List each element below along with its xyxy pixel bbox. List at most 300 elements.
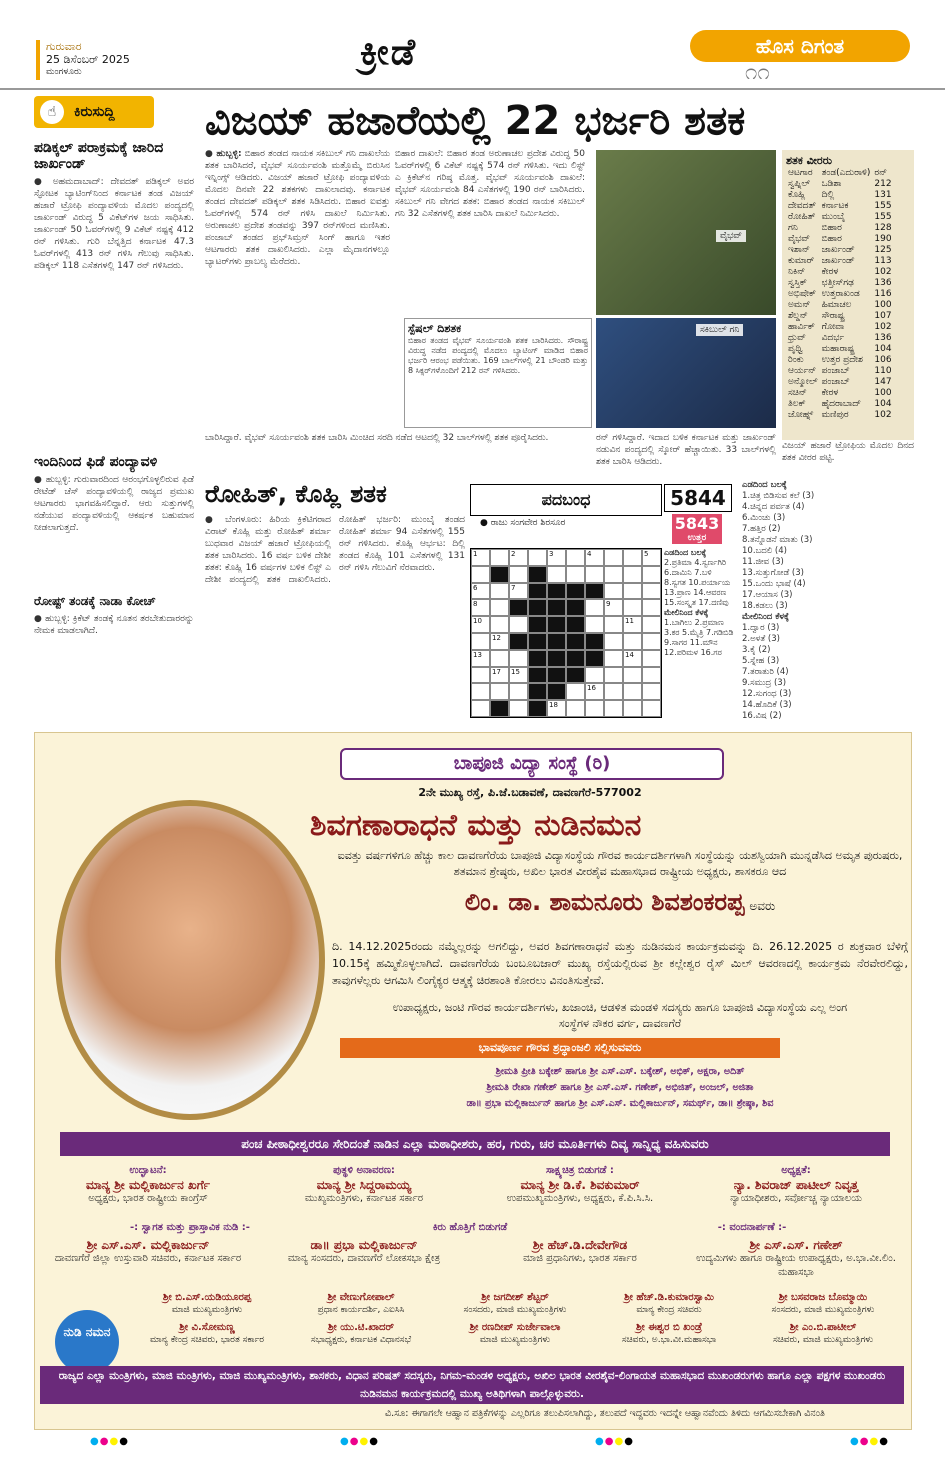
runs-cell: 104 [874,399,892,409]
team-cell: ವಿದರ್ಭ [821,333,845,343]
role-desc: ಉಪಮುಖ್ಯಮಂತ್ರಿಗಳು, ಅಧ್ಯಕ್ಷರು, ಕೆ.ಪಿ.ಸಿ.ಸಿ. [506,1193,654,1204]
team-cell: ಉತ್ತರಾಖಂಡ [821,289,860,299]
grid-cell [585,566,604,583]
crossword-grid [470,548,662,718]
answer-down-item: 9.ಸಾಗರ 11.ಮೌನ [664,638,718,647]
weekday: ಗುರುವಾರ [46,40,82,53]
speaker-desc: ಮಾಜಿ ಪ್ರಧಾನಿಗಳು, ಭಾರತ ಸರ್ಕಾರ [523,1253,637,1264]
portrait-photo [55,800,325,1120]
ad-note: ವಿ.ಸೂ: ಈಗಾಗಲೇ ಆಹ್ವಾನ ಪತ್ರಿಕೆಗಳನ್ನು ಎಲ್ಲರಿಗೂ ತಲುಪಿಸಲಾಗಿದ್ದು, ತಲುಪದೆ ಇದ್ದವರು ಇದನ್ನೇ ಆಹ್ವಾನವೆಂದು ತಿಳಿದು ಆಗಮಿಸಬೇಕಾಗಿ ವಿನಂತಿ [385,1408,825,1419]
team-cell: ಬಿಹಾರ [821,234,842,244]
grid-cell [604,616,623,633]
clue-across-item: 7.ಹತ್ತಿರ (2) [742,524,781,534]
ad-name-line [332,888,908,916]
family-line-1: ಶ್ರೀಮತಿ ಪ್ರೀತಿ ಬಕ್ಕೇಶ್ ಹಾಗೂ ಶ್ರೀ ಎಸ್.ಎಸ್. ಬಕ್ಕೇಶ್, ಅಭಿಕ್, ಅಕ್ಷರಾ, ಅದಿತ್ [495,1066,745,1077]
grid-cell [566,616,585,633]
team-cell: ಜಾರ್ಖಂಡ್ [821,245,855,255]
grid-cell [528,583,547,600]
photo-caption-1: ವೈಭವ್ [716,230,746,242]
grid-cell [509,599,528,616]
ad-sub-labels [40,1222,904,1233]
runs-cell: 100 [874,388,892,398]
family-line-3: ಡಾ॥ ಪ್ರಭಾ ಮಲ್ಲಿಕಾರ್ಜುನ್ ಹಾಗೂ ಶ್ರೀ ಎಸ್.ಎಸ್. ಮಲ್ಲಿಕಾರ್ಜುನ್, ಸಮರ್ಥ್, ಡಾ॥ ಶ್ರೇಷ್ಠಾ, ಶಿವ [466,1098,774,1109]
player-cell: ಸ್ವಪ್ನಿಲ್ [788,179,811,189]
guest-name: ಶ್ರೀ ಬಸವರಾಜ ಬೊಮ್ಮಾಯಿ [778,1292,868,1303]
speaker-block [472,1238,688,1280]
grid-cell: 16 [585,683,604,700]
grid-cell [604,583,623,600]
section-title: ಕ್ರೀಡೆ [360,32,418,73]
grid-cell [528,683,547,700]
grid-cell [547,633,566,650]
clues-down [742,623,914,720]
clues-across [742,491,914,612]
speaker-name: ಶ್ರೀ ಎಸ್.ಎಸ್. ಮಲ್ಲಿಕಾರ್ಜುನ್ [86,1238,210,1252]
grid-cell [490,650,509,667]
grid-cell [585,650,604,667]
role-block [40,1164,256,1206]
photo-vaibhav [596,150,776,315]
grid-cell [490,566,509,583]
role-person: ಮಾನ್ಯ ಶ್ರೀ ಮಲ್ಲಿಕಾರ್ಜುನ ಖರ್ಗೆ [86,1178,210,1192]
runs-cell: 136 [874,278,892,288]
player-cell: ರಿಂಕು [788,355,804,365]
registration-marks: ●●●● [90,1436,129,1447]
player-cell: ಆರ್ಯನ್ [788,366,817,376]
team-cell: ಛತ್ತೀಸ್‌ಗಢ [821,278,854,288]
masthead-date [36,40,196,80]
col-team: ತಂಡ(ಎದುರಾಳಿ) [821,168,871,178]
grid-cell [604,633,623,650]
role-block [688,1164,904,1206]
book-label: ಕಿರು ಹೊತ್ತಿಗೆ ಬಿಡುಗಡೆ [432,1222,508,1233]
speaker-block [40,1238,256,1280]
player-cell: ಜೋಹ್ನ್ [788,410,814,420]
rohit-body: ● ಬೆಂಗಳೂರು: ಹಿರಿಯ ಕ್ರಿಕೆಟಿಗರಾದ ವಿರಾಟ್ ಕೊಹ್ಲಿ ಮತ್ತು ರೋಹಿತ್ ಶರ್ಮಾ ಬುಧವಾರ ವಿಜಯ್ ಹಜಾರೆ ಟ್ರೋಫಿಯಲ್ಲಿ ಶತಕ ಬಾರಿಸಿದರು. 16 ವರ್ಷ ಬಳಿಕ ದೇಶೀ ಶತಕ: ಕೊಹ್ಲಿ 16 ವರ್ಷಗಳ ಬಳಿಕ ಲಿಸ್ಟ್ ಎ ದೇಶೀ ಪಂದ್ಯದಲ್ಲಿ ಶತಕ ದಾಖಲಿಸಿದರು. ರೋಹಿತ್ ಭರ್ಜರಿ: ಮುಂಬೈ ತಂಡದ ರೋಹಿತ್ ಶರ್ಮಾ 94 ಎಸೆತಗಳಲ್ಲಿ 155 ರನ್ ಗಳಿಸಿದರು. ಕೊಹ್ಲಿ ಆರ್ಭಟ: ದಿಲ್ಲಿ ತಂಡದ ಕೊಹ್ಲಿ 101 ಎಸೆತಗಳಲ್ಲಿ 131 ರನ್ ಗಳಿಸಿ ಗೆಲುವಿಗೆ ನೆರವಾದರು. [205,515,465,585]
scoreboard-row [786,245,894,256]
guest-desc: ಮಾಜಿ ಮುಖ್ಯಮಂತ್ರಿಗಳು [479,1335,551,1345]
grid-cell [509,650,528,667]
clue-down-item: 2.ಅಳತೆ (3) [742,634,780,644]
runs-cell: 116 [874,289,892,299]
hand-icon: ☝ [40,100,64,124]
grid-cell [623,566,642,583]
grid-cell [623,599,642,616]
page-number: ೧೧ [745,60,770,85]
scoreboard-row [786,377,894,388]
puzzle-clues [742,480,914,720]
grid-cell: 8 [471,599,490,616]
player-cell: ಶೆಲ್ಡನ್ [788,311,808,321]
scoreboard-row [786,256,894,267]
ad-intro: ಐವತ್ತು ವರ್ಷಗಳಿಗೂ ಹೆಚ್ಚು ಕಾಲ ದಾವಣಗೆರೆಯ ಬಾಪೂಜಿ ವಿದ್ಯಾಸಂಸ್ಥೆಯ ಗೌರವ ಕಾರ್ಯದರ್ಶಿಗಳಾಗಿ ಸಂಸ್ಥೆಯನ್ನು ಯಶಸ್ವಿಯಾಗಿ ಮುನ್ನಡೆಸಿದ ಅಮೃತ ಪುರುಷರು, ಶತಮಾನ ಶ್ರೇಷ್ಠರು, ಅಖಿಲ ಭಾರತ ವೀರಶೈವ ಮಹಾಸಭಾದ ರಾಷ್ಟ್ರೀಯ ಅಧ್ಯಕ್ಷರು, ಶಾಸಕರೂ ಆದ [337,849,903,878]
main-story-body: ಬಿಹಾರ ತಂಡದ ನಾಯಕ ಸಕಿಬುಲ್ ಗನಿ ದಾಖಲೆಯ ಶತಕ ಬಾರಿಸಿದರೆ, ವೈಭವ್ ಸೂರ್ಯವಂಶಿ ಮತ್ತೊಮ್ಮೆ ಬಿರುಸಿನ ಇನ್ನಿಂಗ್ಸ್ ಆಡಿದರು. ವಿಜಯ್ ಹಜಾರೆ ಟ್ರೋಫಿ ಪಂದ್ಯಾವಳಿಯ ಮೊದಲ ದಿನವೇ 22 ಶತಕಗಳು ದಾಖಲಾದವು. ಕರ್ನಾಟಕ ತಂಡದ ದೇವದತ್ ಪಡಿಕ್ಕಲ್ ಶತಕ ಸಿಡಿಸಿದರು. ಬಿಹಾರ ಐವತ್ತು ಓವರ್‌ಗಳಲ್ಲಿ 574 ರನ್ ಗಳಿಸಿ ದಾಖಲೆ ನಿರ್ಮಿಸಿತು. ಅರುಣಾಚಲ ಪ್ರದೇಶ ತಂಡವನ್ನು 397 ರನ್‌ಗಳಿಂದ ಮಣಿಸಿತು. ಪಂಜಾಬ್ ತಂಡದ ಪ್ರಭ್‌ಸಿಮ್ರನ್ ಸಿಂಗ್ ಹಾಗೂ ಇತರ ಆಟಗಾರರು ಶತಕ ದಾಖಲಿಸಿದರು. ಎಲ್ಲಾ ಮೈದಾನಗಳಲ್ಲೂ ಬ್ಯಾಟರ್‌ಗಳು ಪ್ರಾಬಲ್ಯ ಮೆರೆದರು. [205,149,390,267]
left-column [34,140,194,720]
clue-across-item: 10.ಬದಲಿ (4) [742,546,787,556]
grid-cell [585,616,604,633]
scoreboard-table [786,168,894,421]
guest-name: ಶ್ರೀ ಯು.ಟಿ.ಖಾದರ್ [327,1322,395,1333]
scoreboard-header [786,168,894,179]
guest-desc: ಪ್ರಧಾನ ಕಾರ್ಯದರ್ಶಿ, ಎಐಸಿಸಿ [317,1305,405,1315]
grid-cell: 17 [490,667,509,684]
clue-across-item: 13.ಸುತ್ತುಗೋಡೆ (3) [742,568,804,578]
scoreboard-row [786,388,894,399]
ad-details: ದಿ. 14.12.2025ರಂದು ನಮ್ಮೆಲ್ಲರನ್ನು ಅಗಲಿದ್ದು, ಅವರ ಶಿವಗಣಾರಾಧನೆ ಮತ್ತು ನುಡಿನಮನ ಕಾರ್ಯಕ್ರಮವನ್ನು ದಿ. 26.12.2025 ರ ಶುಕ್ರವಾರ ಬೆಳಿಗ್ಗೆ 10.15ಕ್ಕೆ ಹಮ್ಮಿಕೊಳ್ಳಲಾಗಿದೆ. ದಾವಣಗೆರೆಯ ಬಂಬೂಬಜಾರ್ ಮುಖ್ಯ ರಸ್ತೆಯಲ್ಲಿರುವ ಶ್ರೀ ಕಲ್ಲೇಶ್ವರ ರೈಸ್ ಮಿಲ್ ಆವರಣದಲ್ಲಿ ಕಾರ್ಯಕ್ರಮ ನೆರವೇರಲಿದ್ದು, ತಾವುಗಳೆಲ್ಲರು ಆಗಮಿಸಿ ಲಿಂಗೈಕ್ಯರ ಆತ್ಮಕ್ಕೆ ಚಿರಶಾಂತಿ ಕೋರಲು ವಿನಂತಿಸುತ್ತೇವೆ. [332,940,908,987]
runs-cell: 100 [874,300,892,310]
grid-cell [585,599,604,616]
grid-cell [642,633,661,650]
scoreboard-row [786,201,894,212]
scoreboard [782,150,914,440]
brief-3-title: ರೋಷ್ಟ್ ತಂಡಕ್ಕೆ ನಾಡಾ ಕೋಚ್ [34,594,156,608]
player-cell: ತಿಲಕ್ [788,399,806,409]
brand-logo [690,30,910,62]
clue-across-item: 15.ಒಂದು ಭಾಷೆ (4) [742,579,806,589]
grid-cell: 13 [471,650,490,667]
seers-banner: ಪಂಚ ಪೀಠಾಧೀಶ್ವರರೂ ಸೇರಿದಂತೆ ನಾಡಿನ ಎಲ್ಲಾ ಮಠಾಧೀಶರು, ಹರ, ಗುರು, ಚರ ಮೂರ್ತಿಗಳು ದಿವ್ಯ ಸಾನ್ನಿಧ್ಯ ವಹಿಸುವರು [60,1132,890,1156]
col-runs: ರನ್ [874,168,888,178]
answer-across-item: 2.ಪ್ರತಿಮಾ 4.ಸ್ವರ್ಣಗಿರಿ [664,558,727,567]
clues-down-title: ಮೇಲಿನಿಂದ ಕೆಳಕ್ಕೆ [742,612,789,622]
main-headline: ವಿಜಯ್ ಹಜಾರೆಯಲ್ಲಿ 22 ಭರ್ಜರಿ ಶತಕ [205,98,746,144]
guest-name: ಶ್ರೀ ರಣದೀಪ್ ಸುರ್ಜೇವಾಲಾ [469,1322,561,1333]
guest-block [130,1292,284,1316]
guest-block [746,1322,900,1346]
grid-cell [509,700,528,717]
team-cell: ಕೇರಳ [821,267,839,277]
main-story-tail-2: ರನ್ ಗಳಿಸಿದ್ದಾರೆ. ಇದಾದ ಬಳಿಕ ಕರ್ನಾಟಕ ಮತ್ತು ಜಾರ್ಖಂಡ್ ನಡುವಿನ ಪಂದ್ಯದಲ್ಲಿ ಸ್ಕೋರ್ ಹೆಚ್ಚಾಯಿತು. 33 ಬಾಲ್‌ಗಳಲ್ಲಿ ಶತಕ ಬಾರಿಸಿ ಆಡಿದರು. [596,433,776,467]
special-box-body: ಬಿಹಾರ ತಂಡದ ವೈಭವ್ ಸೂರ್ಯವಂಶಿ ಶತಕ ಬಾರಿಸಿದರು. ಸೌರಾಷ್ಟ್ರ ವಿರುದ್ಧ ನಡೆದ ಪಂದ್ಯದಲ್ಲಿ ಮೊದಲು ಬ್ಯಾಟಿಂಗ್ ಮಾಡಿದ ಬಿಹಾರ ಭರ್ಜರಿ ಆರಂಭ ಪಡೆಯಿತು. 169 ಬಾಲ್‌ಗಳಲ್ಲಿ 21 ಬೌಂಡರಿ ಮತ್ತು 8 ಸಿಕ್ಸರ್‌ಗಳೊಂದಿಗೆ 212 ರನ್ ಗಳಿಸಿದರು. [408,336,588,375]
scoreboard-row [786,234,894,245]
grid-cell [547,583,566,600]
scoreboard-row [786,278,894,289]
role-label: ಉದ್ಘಾಟನೆ: [129,1165,167,1176]
team-cell: ದಿಲ್ಲಿ [821,190,835,200]
grid-cell [642,616,661,633]
guest-name: ಶ್ರೀ ಎಂ.ಬಿ.ಪಾಟೀಲ್ [789,1322,857,1333]
clue-across-item: 4.ಚಿನ್ನದ ಪರ್ವತ (4) [742,502,805,512]
grid-cell [528,633,547,650]
grid-cell [623,683,642,700]
grid-cell [490,583,509,600]
role-label: ಅಧ್ಯಕ್ಷತೆ: [781,1165,811,1176]
runs-cell: 155 [874,201,892,211]
scoreboard-row [786,344,894,355]
ad-footer: ರಾಜ್ಯದ ಎಲ್ಲಾ ಮಂತ್ರಿಗಳು, ಮಾಜಿ ಮಂತ್ರಿಗಳು, ಮಾಜಿ ಮುಖ್ಯಮಂತ್ರಿಗಳು, ಶಾಸಕರು, ವಿಧಾನ ಪರಿಷತ್ ಸದಸ್ಯರು, ನಿಗಮ-ಮಂಡಳಿ ಅಧ್ಯಕ್ಷರು, ಅಖಿಲ ಭಾರತ ವೀರಶೈವ-ಲಿಂಗಾಯತ ಮಹಾಸಭಾದ ಮುಖಂಡರುಗಳು ಹಾಗೂ ಎಲ್ಲಾ ಪಕ್ಷಗಳ ಮುಖಂಡರು ನುಡಿನಮನ ಕಾರ್ಯಕ್ರಮದಲ್ಲಿ ಮುಖ್ಯ ಅತಿಥಿಗಳಾಗಿ ಪಾಲ್ಗೊಳ್ಳುವರು. [40,1366,904,1404]
grid-cell [566,566,585,583]
team-cell: ಮುಂಬೈ [821,212,846,222]
guest-block [746,1292,900,1316]
clue-down-item: 14.ಹೊದಿಕೆ (3) [742,700,792,710]
speaker-name: ಶ್ರೀ ಹೆಚ್.ಡಿ.ದೇವೇಗೌಡ [532,1238,628,1252]
ad-honoree-name: ಲಿಂ. ಡಾ. ಶಾಮನೂರು ಶಿವಶಂಕರಪ್ಪ [464,888,745,916]
speaker-block [256,1238,472,1280]
brief-2-body: ● ಹುಬ್ಬಳ್ಳಿ: ಗುರುವಾರದಿಂದ ಆರಂಭಗೊಳ್ಳಲಿರುವ ಫಿಡೆ ರೇಟೆಡ್ ಚೆಸ್ ಪಂದ್ಯಾವಳಿಯಲ್ಲಿ ರಾಜ್ಯದ ಪ್ರಮುಖ ಆಟಗಾರರು ಭಾಗವಹಿಸಲಿದ್ದಾರೆ. ಆರು ಸುತ್ತುಗಳಲ್ಲಿ ನಡೆಯುವ ಪಂದ್ಯಾವಳಿಯಲ್ಲಿ ಆಕರ್ಷಕ ಬಹುಮಾನ ನೀಡಲಾಗುತ್ತದೆ. [34,475,194,533]
role-person: ನ್ಯಾ. ಶಿವರಾಜ್ ಪಾಟೀಲ್ ನಿವೃತ್ತ [733,1178,859,1192]
role-label: ಸಾಕ್ಷ್ಯಚಿತ್ರ ಬಿಡುಗಡೆ : [546,1165,614,1176]
grid-cell [642,683,661,700]
grid-cell [566,667,585,684]
grid-cell [623,549,642,566]
scoreboard-row [786,410,894,421]
ad-name-suffix: ಅವರು [749,899,776,913]
ad-organization: ಬಾಪೂಜಿ ವಿದ್ಯಾ ಸಂಸ್ಥೆ (ರಿ) [340,748,724,780]
guest-name: ಶ್ರೀ ವಿ.ಸೋಮಣ್ಣ [179,1322,235,1333]
grid-cell [528,599,547,616]
clue-down-item: 12.ಸುಗಂಧ (3) [742,689,792,699]
clue-down-item: 1.ದ್ವಾರ (3) [742,623,780,633]
runs-cell: 136 [874,333,892,343]
answers-down-title: ಮೇಲಿನಿಂದ ಕೆಳಕ್ಕೆ [664,608,709,617]
role-block [472,1164,688,1206]
speaker-desc: ದಾವಣಗೆರೆ ಜಿಲ್ಲಾ ಉಸ್ತುವಾರಿ ಸಚಿವರು, ಕರ್ನಾಟಕ ಸರ್ಕಾರ [54,1253,242,1264]
grid-cell: 12 [490,633,509,650]
clue-down-item: 3.ಕೈ (2) [742,645,771,655]
registration-marks-3: ●●●● [595,1436,634,1447]
grid-cell [547,616,566,633]
role-person: ಮಾನ್ಯ ಶ್ರೀ ಡಿ.ಕೆ. ಶಿವಕುಮಾರ್ [520,1178,640,1192]
grid-cell [490,700,509,717]
guest-block [438,1292,592,1316]
photo-gani [596,318,776,428]
scoreboard-row [786,366,894,377]
ad-title: ಶಿವಗಣಾರಾಧನೆ ಮತ್ತು ನುಡಿನಮನ [310,808,642,843]
team-cell: ಹೈದರಾಬಾದ್ [821,399,861,409]
guest-desc: ಮಾನ್ಯ ಕೇಂದ್ರ ಸಚಿವರು [636,1305,702,1315]
grid-cell [642,650,661,667]
grid-cell: 14 [623,650,642,667]
grid-cell [642,700,661,717]
scoreboard-row [786,267,894,278]
grid-cell [471,683,490,700]
runs-cell: 102 [874,410,892,420]
puzzle-number: 5844 [664,484,732,512]
scoreboard-row [786,212,894,223]
grid-cell [471,633,490,650]
grid-cell: 7 [509,583,528,600]
tribute-banner: ಭಾವಪೂರ್ಣ ಗೌರವ ಶ್ರದ್ಧಾಂಜಲಿ ಸಲ್ಲಿಸುವವರು [340,1038,780,1058]
ad-guests [130,1292,900,1346]
role-block [256,1164,472,1206]
role-label: ಪುತ್ಥಳಿ ಅನಾವರಣ: [333,1165,395,1176]
brief-3-body: ● ಹುಬ್ಬಳ್ಳಿ: ಕ್ರಿಕೆಟ್ ತಂಡಕ್ಕೆ ನೂತನ ತರಬೇತುದಾರರನ್ನು ನೇಮಕ ಮಾಡಲಾಗಿದೆ. [34,614,194,636]
brand-name: ಹೊಸ ದಿಗಂತ [755,34,845,58]
guest-name: ಶ್ರೀ ಈಶ್ವರ ಬಿ ಖಂಡ್ರೆ [635,1322,703,1333]
team-cell: ಮಣಿಪುರ [821,410,849,420]
grid-cell [604,667,623,684]
grid-cell: 18 [547,700,566,717]
team-cell: ಕರ್ನಾಟಕ [821,201,849,211]
guest-block [284,1292,438,1316]
grid-cell [490,599,509,616]
runs-cell: 131 [874,190,892,200]
grid-cell [509,566,528,583]
grid-cell [471,566,490,583]
grid-cell [604,700,623,717]
grid-cell [623,583,642,600]
player-cell: ಧ್ರುವ್ [788,333,806,343]
grid-cell: 3 [547,549,566,566]
guest-desc: ಸಭಾಧ್ಯಕ್ಷರು, ಕರ್ನಾಟಕ ವಿಧಾನಸಭೆ [310,1335,412,1345]
speaker-desc: ಮಾನ್ಯ ಸಂಸದರು, ದಾವಣಗೆರೆ ಲೋಕಸಭಾ ಕ್ಷೇತ್ರ [287,1253,441,1264]
answer-down-item: 1.ಬಾಗಿಲು 2.ಪ್ರಮಾಣ [664,618,724,627]
player-cell: ನಿಕಿನ್ [788,267,806,277]
runs-cell: 190 [874,234,892,244]
guest-desc: ಮಾನ್ಯ ಕೇಂದ್ರ ಸಚಿವರು, ಭಾರತ ಸರ್ಕಾರ [150,1335,264,1345]
scoreboard-row [786,311,894,322]
grid-cell [623,633,642,650]
clue-across-item: 6.ಮಿಂಚು (3) [742,513,786,523]
scoreboard-row [786,333,894,344]
answer-across-item: 8.ಸ್ವಗತ 10.ಪರ್ಯಾಯ [664,578,731,587]
grid-cell: 5 [642,549,661,566]
answer-across-item: 6.ದಾಮಿನಿ 7.ಬಳಿ [664,568,712,577]
welcome-label: -: ಸ್ವಾಗತ ಮತ್ತು ಪ್ರಾಸ್ತಾವಿಕ ನುಡಿ :- [130,1222,250,1233]
prev-answers [664,548,736,718]
guest-block [592,1292,746,1316]
runs-cell: 155 [874,212,892,222]
grid-cell: 11 [623,616,642,633]
player-cell: ಅಭಿಷೇಕ್ [788,289,817,299]
grid-cell [566,549,585,566]
team-cell: ಜಾರ್ಖಂಡ್ [821,256,855,266]
player-cell: ರೋಹಿತ್ [788,212,816,222]
guest-name: ಶ್ರೀ ಹೆಚ್.ಡಿ.ಕುಮಾರಸ್ವಾಮಿ [624,1292,714,1303]
player-cell: ವೈಭವ್ [788,234,810,244]
player-cell: ಪೃಥ್ವಿ [788,344,803,354]
grid-cell: 2 [509,549,528,566]
runs-cell: 107 [874,311,892,321]
scoreboard-note: ವಿಜಯ್ ಹಜಾರೆ ಟ್ರೋಫಿಯ ಮೊದಲ ದಿನದ ಶತಕ ವೀರರ ಪಟ್ಟಿ. [782,441,914,463]
ad-second-row [40,1238,904,1280]
prev-puzzle-number [672,514,722,544]
player-cell: ಕುಮಾರ್ [788,256,815,266]
guest-block [438,1322,592,1346]
player-cell: ದೇವದತ್ [788,201,817,211]
grid-cell [490,683,509,700]
grid-cell: 10 [471,616,490,633]
grid-cell [509,633,528,650]
team-cell: ಬಿಹಾರ [821,223,842,233]
player-cell: ಗನಿ [788,223,798,233]
clue-across-item: 8.ತನ್ನೊಡನೆ ಮಾತು (3) [742,535,813,545]
thanks-label: -: ವಂದನಾರ್ಪಣೆ :- [717,1222,787,1233]
guest-block [284,1322,438,1346]
team-cell: ಹಿಮಾಚಲ [821,300,852,310]
team-cell: ಉತ್ತರ ಪ್ರದೇಶ [821,355,863,365]
grid-cell [642,667,661,684]
grid-cell [642,583,661,600]
clue-down-item: 9.ಸಮುದ್ರ (3) [742,678,787,688]
grid-cell: 9 [604,599,623,616]
scoreboard-row [786,289,894,300]
grid-cell [623,700,642,717]
grid-cell [642,599,661,616]
role-desc: ಅಧ್ಯಕ್ಷರು, ಭಾರತ ರಾಷ್ಟ್ರೀಯ ಕಾಂಗ್ರೆಸ್ [88,1193,208,1204]
brief-1-body: ● ಅಹಮದಾಬಾದ್: ದೇವದತ್ ಪಡಿಕ್ಕಲ್ ಅವರ ಸ್ಫೋಟಕ ಬ್ಯಾಟಿಂಗ್‌ನಿಂದ ಕರ್ನಾಟಕ ತಂಡ ವಿಜಯ್ ಹಜಾರೆ ಟ್ರೋಫಿ ಪಂದ್ಯಾವಳಿಯ ಮೊದಲ ಪಂದ್ಯದಲ್ಲಿ ಜಾರ್ಖಂಡ್ ವಿರುದ್ಧ 5 ವಿಕೆಟ್‌ಗಳ ಜಯ ಸಾಧಿಸಿತು. ಜಾರ್ಖಂಡ್ 50 ಓವರ್‌ಗಳಲ್ಲಿ 9 ವಿಕೆಟ್ ನಷ್ಟಕ್ಕೆ 412 ರನ್ ಗಳಿಸಿತು. ಗುರಿ ಬೆನ್ನತ್ತಿದ ಕರ್ನಾಟಕ 47.3 ಓವರ್‌ಗಳಲ್ಲಿ 413 ರನ್ ಗಳಿಸಿ ಗೆಲುವು ಸಾಧಿಸಿತು. ಪಡಿಕ್ಕಲ್ 118 ಎಸೆತಗಳಲ್ಲಿ 147 ರನ್ ಗಳಿಸಿದರು. [34,177,194,271]
brief-2-title: ಇಂದಿನಿಂದ ಫಿಡೆ ಪಂದ್ಯಾವಳಿ [34,454,158,470]
brief-1-title: ಪಡಿಕ್ಕಲ್ ಪರಾಕ್ರಮಕ್ಕೆ ಜಾರಿದ ಜಾರ್ಖಂಡ್ [34,140,164,172]
role-person: ಮಾನ್ಯ ಶ್ರೀ ಸಿದ್ದರಾಮಯ್ಯ [316,1178,412,1192]
scoreboard-row [786,223,894,234]
grid-cell [528,566,547,583]
main-story-col-2: ಬಿಹಾರ ದಾಖಲೆ: ಬಿಹಾರ ತಂಡ ಅರುಣಾಚಲ ಪ್ರದೇಶ ವಿರುದ್ಧ 50 ಓವರ್‌ಗಳಲ್ಲಿ 6 ವಿಕೆಟ್ ನಷ್ಟಕ್ಕೆ 574 ರನ್ ಗಳಿಸಿತು. ಇದು ಲಿಸ್ಟ್ ಎ ಕ್ರಿಕೆಟ್‌ನ ಗರಿಷ್ಠ ಮೊತ್ತ. ವೈಭವ್ ಸೂರ್ಯವಂಶಿ ದಾಖಲೆ: ವೈಭವ್ ಸೂರ್ಯವಂಶಿ 84 ಎಸೆತಗಳಲ್ಲಿ 190 ರನ್ ಬಾರಿಸಿದರು. ಸಕಿಬುಲ್ ಗನಿ ವೇಗದ ಶತಕ: ಬಿಹಾರ ತಂಡದ ನಾಯಕ ಸಕಿಬುಲ್ ಗನಿ 32 ಎಸೆತಗಳಲ್ಲಿ ಶತಕ ಬಾರಿಸಿ ದಾಖಲೆ ನಿರ್ಮಿಸಿದರು. [395,149,585,219]
player-cell: ಕೊಹ್ಲಿ [788,190,806,200]
runs-cell: 212 [874,179,892,189]
answers-across-title: ಎಡದಿಂದ ಬಲಕ್ಕೆ [664,548,707,557]
team-cell: ಕೇರಳ [821,388,839,398]
grid-cell: 6 [471,583,490,600]
runs-cell: 110 [874,366,892,376]
scoreboard-row [786,322,894,333]
photo-caption-2: ಸಕಿಬುಲ್ ಗನಿ [696,324,743,336]
puzzle-author: ● ರಾಜು ಸಂಗವೇರ ಶಿರಸೂರ [480,518,566,528]
clue-across-item: 1.ಚಿತ್ರ ಬಿಡಿಸುವ ಕಲೆ (3) [742,491,815,501]
grid-cell [566,633,585,650]
grid-cell [604,683,623,700]
prev-puzzle-number-value: 5843 [674,514,720,533]
grid-cell: 1 [471,549,490,566]
guest-desc: ಸಂಸದರು, ಮಾಜಿ ಮುಖ್ಯಮಂತ್ರಿಗಳು [771,1305,875,1315]
answer-down-item: 3.ಕರ 5.ಮೈತ್ರಿ 7.ಗಡಿಬಿಡಿ [664,628,734,637]
guest-block [130,1322,284,1346]
grid-cell [547,683,566,700]
runs-cell: 147 [874,377,892,387]
dateline: ● ಹುಬ್ಬಳ್ಳಿ: [205,149,242,159]
scoreboard-row [786,300,894,311]
speaker-block [688,1238,904,1280]
puzzle-title-text: ಪದಬಂಧ [541,490,591,509]
role-desc: ನ್ಯಾಯಾಧೀಶರು, ಸರ್ವೋಚ್ಚ ನ್ಯಾಯಾಲಯ [730,1193,862,1204]
registration-marks-2: ●●●● [340,1436,379,1447]
clue-across-item: 18.ಕಡಲು (3) [742,601,788,611]
grid-cell [528,549,547,566]
role-desc: ಮುಖ್ಯಮಂತ್ರಿಗಳು, ಕರ್ನಾಟಕ ಸರ್ಕಾರ [304,1193,424,1204]
scoreboard-row [786,355,894,366]
grid-cell [604,549,623,566]
grid-cell: 15 [509,667,528,684]
grid-cell [566,583,585,600]
grid-cell [509,683,528,700]
answers-across [664,558,736,608]
grid-cell [471,667,490,684]
special-box [404,318,592,428]
registration-marks-4: ●●●● [850,1436,889,1447]
scoreboard-row [786,179,894,190]
grid-cell [528,650,547,667]
grid-cell [547,667,566,684]
clues-across-title: ಎಡದಿಂದ ಬಲಕ್ಕೆ [742,480,787,490]
grid-cell [566,700,585,717]
grid-cell [547,599,566,616]
grid-cell [604,650,623,667]
clue-across-item: 17.ಆಯಾಸ (3) [742,590,793,600]
grid-cell [585,633,604,650]
team-cell: ಗೋವಾ [821,322,845,332]
answer-across-item: 13.ಪ್ರಾಣ 14.ಆವರಣ [664,588,727,597]
player-cell: ಹಾರ್ವಿಕ್ [788,322,815,332]
speaker-desc: ಉದ್ಯಮಿಗಳು ಹಾಗೂ ರಾಷ್ಟ್ರೀಯ ಉಪಾಧ್ಯಕ್ಷರು, ಅ.ಭಾ.ವೀ.ಲಿಂ. ಮಹಾಸಭಾ [696,1253,896,1278]
grid-cell [547,566,566,583]
nudi-namana-badge: ನುಡಿ ನಮನ [55,1310,119,1374]
prev-puzzle-label: ಉತ್ತರ [687,533,707,543]
answers-down [664,618,736,658]
player-cell: ಸಚಿನ್ [788,388,807,398]
answer-down-item: 12.ಪರಿಮಳ 16.ಗರ [664,648,722,657]
clue-across-item: 11.ಜೀವ (3) [742,557,784,567]
grid-cell [585,583,604,600]
